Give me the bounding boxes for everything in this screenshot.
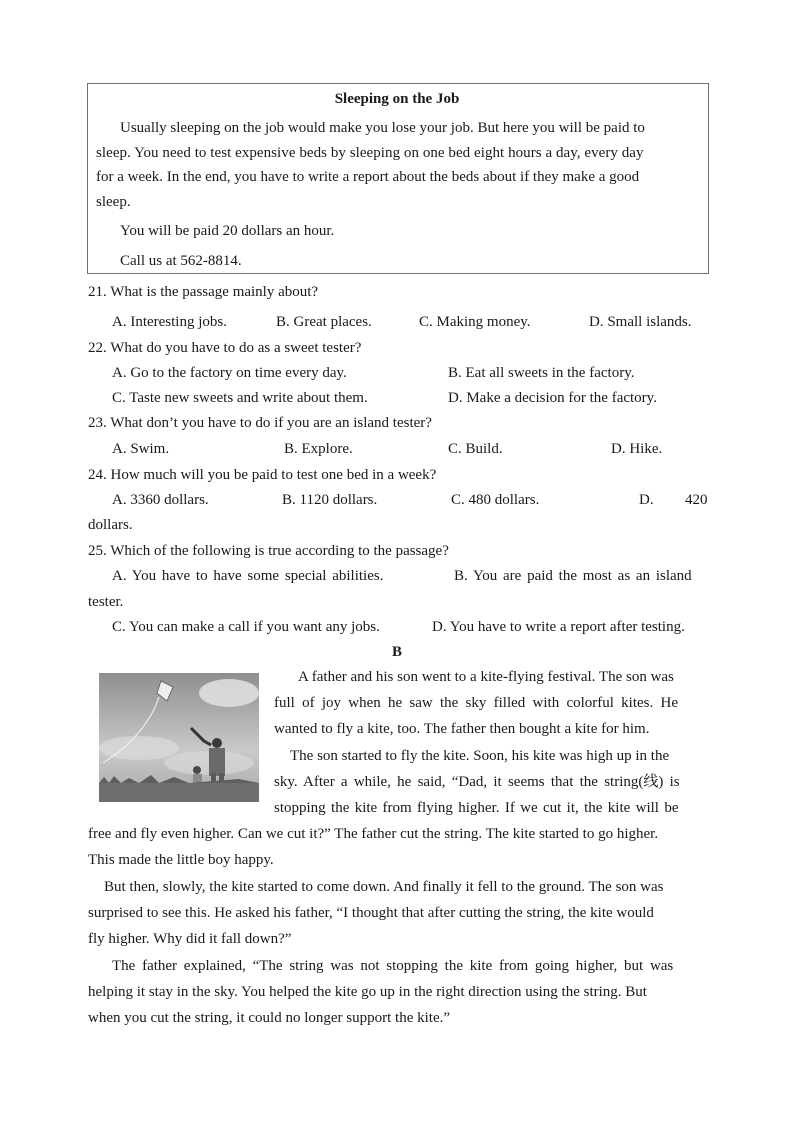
para2-line: stopping the kite from flying higher. If we cut it, the kite will be <box>274 800 679 816</box>
ad-call: Call us at 562-8814. <box>120 253 242 269</box>
q23-option-c[interactable]: C. Build. <box>448 441 503 457</box>
q24-option-c[interactable]: C. 480 dollars. <box>451 492 540 508</box>
q25-option-b[interactable]: B. You are paid the most as an island <box>454 568 692 584</box>
para4-line: helping it stay in the sky. You helped the kite go up in the right direction using the string. But <box>88 984 647 1000</box>
kite-photo <box>99 673 259 802</box>
q21-option-c[interactable]: C. Making money. <box>419 314 531 330</box>
q22-option-b[interactable]: B. Eat all sweets in the factory. <box>448 365 635 381</box>
para2-line: sky. After a while, he said, “Dad, it seems that the string(线) is <box>274 774 680 790</box>
q24-option-a[interactable]: A. 3360 dollars. <box>112 492 209 508</box>
ad-line: sleep. <box>96 194 131 210</box>
q23-option-d[interactable]: D. Hike. <box>611 441 663 457</box>
q21-option-a[interactable]: A. Interesting jobs. <box>112 314 227 330</box>
q21-option-d[interactable]: D. Small islands. <box>589 314 692 330</box>
ad-title: Sleeping on the Job <box>334 91 460 107</box>
question-23: 23. What don’t you have to do if you are an island tester? <box>88 415 432 431</box>
section-b-label: B <box>391 644 402 660</box>
para1-line: wanted to fly a kite, too. The father then bought a kite for him. <box>274 721 650 737</box>
ad-line: for a week. In the end, you have to write a report about the beds about if they make a good <box>96 169 640 185</box>
q23-option-b[interactable]: B. Explore. <box>284 441 353 457</box>
q25-option-c[interactable]: C. You can make a call if you want any jobs. <box>112 619 380 635</box>
ad-line <box>120 119 704 137</box>
kite-photo-illustration <box>99 673 259 802</box>
ad-text: Usually sleeping on the job would make you lose your job. But here you will be paid to <box>120 120 645 136</box>
ad-line: sleep. You need to test expensive beds by sleeping on one bed eight hours a day, every day <box>96 145 644 161</box>
q22-option-a[interactable]: A. Go to the factory on time every day. <box>112 365 347 381</box>
q22-option-c[interactable]: C. Taste new sweets and write about them. <box>112 390 368 406</box>
para1-line: A father and his son went to a kite-flying festival. The son was <box>298 669 674 685</box>
ad-pay: You will be paid 20 dollars an hour. <box>120 223 335 239</box>
q24-option-d-cont[interactable]: dollars. <box>88 517 133 533</box>
q25-option-d[interactable]: D. You have to write a report after testing. <box>432 619 685 635</box>
q23-option-a[interactable]: A. Swim. <box>112 441 170 457</box>
para4-line: when you cut the string, it could no longer support the kite.” <box>88 1010 451 1026</box>
q21-option-b[interactable]: B. Great places. <box>276 314 372 330</box>
para4-line: The father explained, “The string was not stopping the kite from going higher, but was <box>112 958 674 974</box>
para2-line: free and fly even higher. Can we cut it?” The father cut the string. The kite started to go higher. <box>88 826 659 842</box>
question-22: 22. What do you have to do as a sweet tester? <box>88 340 362 356</box>
q25-option-b-cont[interactable]: tester. <box>88 594 124 610</box>
para2-line: This made the little boy happy. <box>88 852 274 868</box>
question-21: 21. What is the passage mainly about? <box>88 284 319 300</box>
para3-line: fly higher. Why did it fall down?” <box>88 931 292 947</box>
q24-option-b[interactable]: B. 1120 dollars. <box>282 492 378 508</box>
para3-line: But then, slowly, the kite started to come down. And finally it fell to the ground. The son was <box>104 879 664 895</box>
q25-option-a[interactable]: A. You have to have some special abilities. <box>112 568 384 584</box>
question-24: 24. How much will you be paid to test one bed in a week? <box>88 467 437 483</box>
question-25: 25. Which of the following is true according to the passage? <box>88 543 449 559</box>
q22-option-d[interactable]: D. Make a decision for the factory. <box>448 390 657 406</box>
q24-option-d[interactable]: D. <box>639 492 654 508</box>
q24-option-d-value[interactable]: 420 <box>685 492 708 508</box>
para3-line: surprised to see this. He asked his father, “I thought that after cutting the string, the kite would <box>88 905 654 921</box>
para1-line: full of joy when he saw the sky filled with colorful kites. He <box>274 695 679 711</box>
para2-line: The son started to fly the kite. Soon, his kite was high up in the <box>290 748 670 764</box>
